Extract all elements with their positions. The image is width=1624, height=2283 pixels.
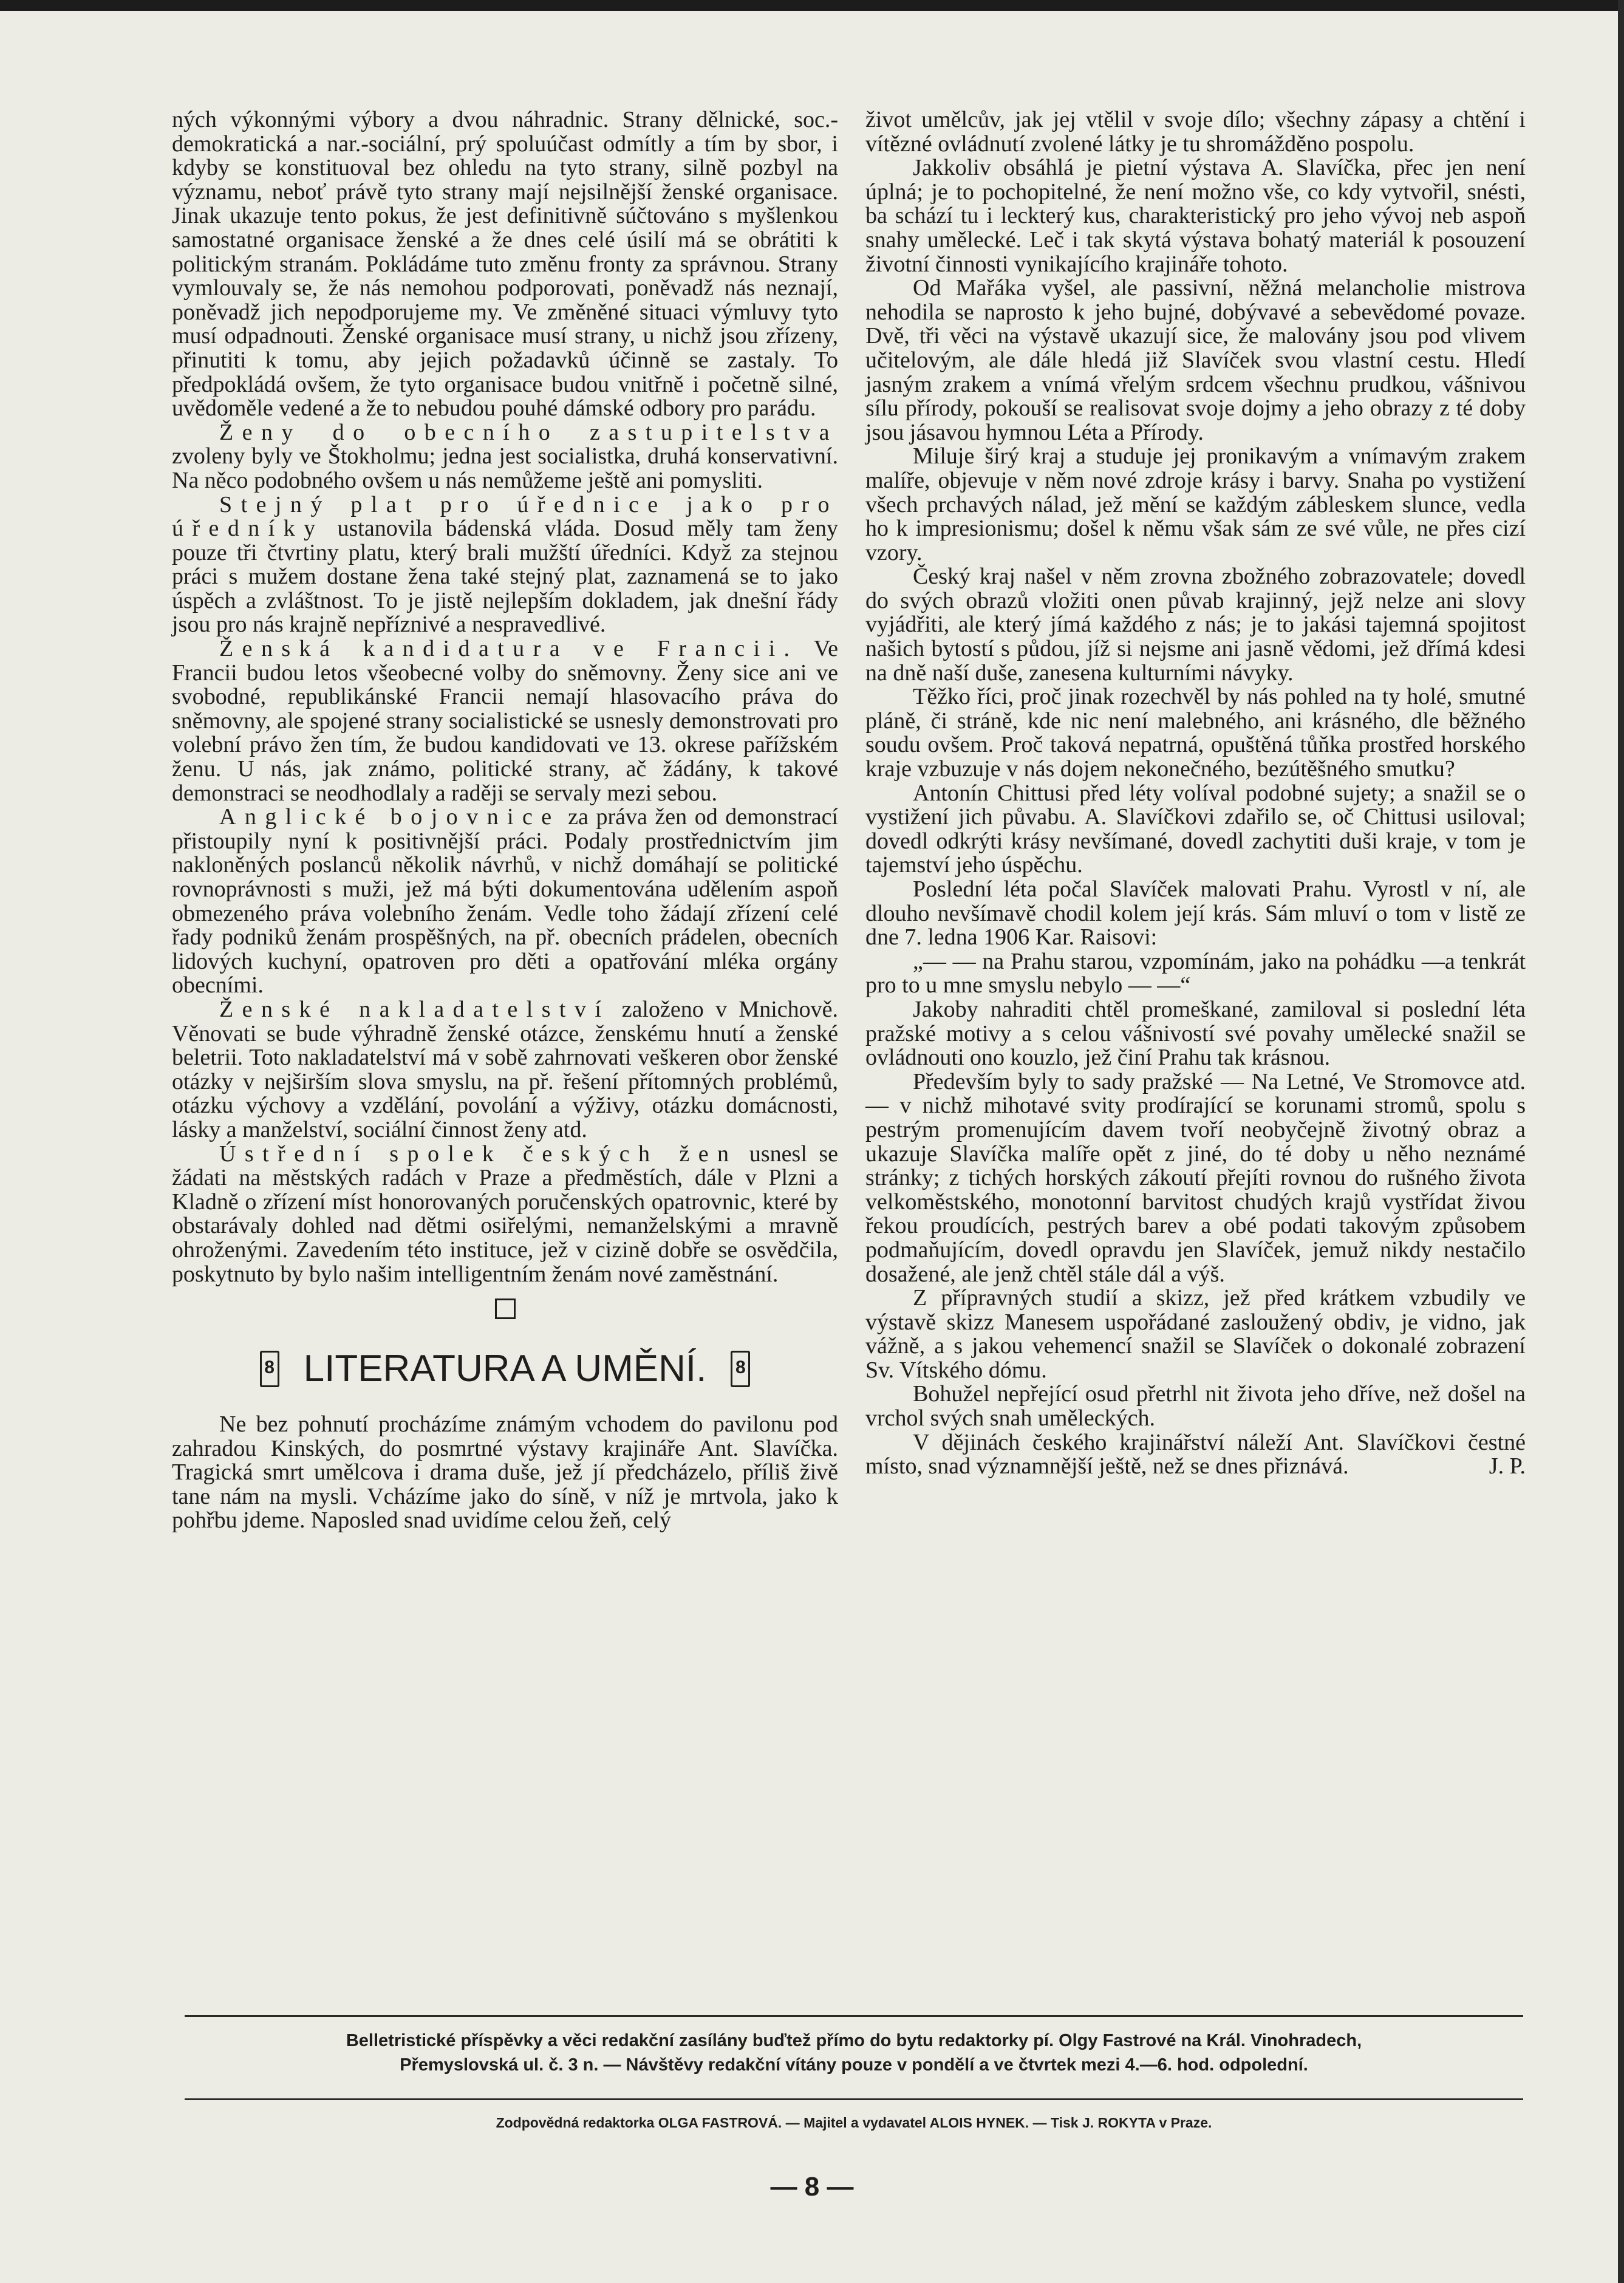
paragraph: Bohužel nepřející osud přetrhl nit života jeho dříve, než došel na vrchol svých snah uměleckých. xyxy=(865,1381,1526,1432)
paragraph-publishing: Ženské nakladatelství založeno v Mnichově. Věnovati se bude výhradně ženské otázce, ženskému hnutí a ženské beletrii. Toto nakladatelství má v sobě zahrnovati veškeren obor ženské otázky v nejširším slova smyslu, na př. řešení přítomných problémů, otázku výchovy a vzdělání, povolání a výživy, otázku domácnosti, lásky a manželství, sociální činnost ženy atd. xyxy=(172,996,838,1142)
paragraph-lead: Ženská kandidatura ve Francii. xyxy=(219,636,799,662)
paragraph-exhibition-intro: Ne bez pohnutí procházíme známým vchodem do pavilonu pod zahradou Kinských, do posmrtné výstavy krajináře Ant. Slavíčka. Tragická smrt umělcova i drama duše, jež jí předcházelo, příliš živě tane nám na mysli. Vcházíme jako do síně, v níž je mrtvola, jako k pohřbu jdeme. Naposled snad uvidíme celou žeň, celý xyxy=(172,1411,838,1534)
author-signature: J. P. xyxy=(1489,1453,1526,1479)
editorial-notice xyxy=(185,2029,1523,2077)
ornament-left-icon: 8 xyxy=(260,1351,279,1387)
paragraph-lead: Ústřední spolek českých žen xyxy=(219,1141,738,1167)
paragraph-lead: Ženy do obecního zastupitelstva xyxy=(219,419,838,445)
paragraph: Především byly to sady pražské — Na Letné, Ve Stromovce atd. — v nichž mihotavé svity prodírající se korunami stromů, spolu s pestrým promenujícím davem tvoří neobyčejně životný obraz a ukazuje Slavíčka malíře opět z jiné, do té doby u něho neznámé stránky; z tichých horských zákoutí přejíti rovnou do rušného života velkoměstského, monotonní barvitost chudých krajů vystřídat živou řekou proudících, pestrých barev a obé podati takovým způsobem podmaňujícím, dovedl opravdu jen Slavíček, jemuž nikdy nestačilo dosažené, ale jenž chtěl stále dál a výš. xyxy=(865,1068,1526,1287)
square-ornament-icon xyxy=(495,1298,516,1319)
paragraph-lead: Anglické bojovnice xyxy=(219,804,561,830)
left-column xyxy=(172,108,838,1533)
quotation: „— — na Prahu starou, vzpomínám, jako na pohádku —a tenkrát pro to u mne smyslu nebylo — —“ xyxy=(865,948,1526,998)
paragraph: Těžko říci, proč jinak rozechvěl by nás pohled na ty holé, smutné pláně, či stráně, kde nic není malebného, ani krásného, dle běžného soudu ovšem. Proč taková nepatrná, opuštěná tůňka prostřed horského kraje vzbuzuje v nás dojem nekonečného, bezútěšného smutku? xyxy=(865,684,1526,782)
imprint: Zodpovědná redaktorka OLGA FASTROVÁ. — Majitel a vydavatel ALOIS HYNEK. — Tisk J. ROKYTA v Praze. xyxy=(496,2115,1212,2131)
paragraph-intro: ných výkonnými výbory a dvou náhradnic. Strany dělnické, soc.-demokratická a nar.-sociální, prý spoluúčast odmítly a tím by sbor, i kdyby se konstituoval bez ohledu na tyto strany, silně pozbyl na významu, neboť právě tyto strany mají nejsilnější ženské organisace. Jinak ukazuje tento pokus, že jest definitivně súčtováno s myšlenkou samostatné organisace ženské a že dnes celé úsilí má se obrátiti k politickým stranám. Pokládáme tuto změnu fronty za správnou. Strany vymlouvaly se, že nás nemohou podporovati, poněvadž nás neznají, poněvadž jich nepodporujeme my. Ve změněné situaci výmluvy tyto musí odpadnouti. Ženské organisace musí strany, u nichž jsou zřízeny, přinutiti k tomu, aby jejich požadavků účinně se zastaly. To předpokládá ovšem, že tyto organisace budou vnitřně i početně silné, uvědoměle vedené a že to nebudou pouhé dámské odbory pro parádu. xyxy=(172,107,838,421)
paragraph-lead: Stejný plat pro úřednice jako pro úředníky xyxy=(172,491,838,542)
paragraph: Antonín Chittusi před léty volíval podobné sujety; a snažil se o vystižení jich půvabu. A. Slavíčkovi zdařilo se, oč Chittusi usiloval; dovedl odkrýti krásy nevšímané, dovedl zachytiti duši kraje, v tom je tajemství jeho úspěchu. xyxy=(865,780,1526,878)
paragraph-continued: život umělcův, jak jej vtělil v svoje dílo; všechny zápasy a chtění i vítězné ovládnutí zvolené látky je tu shromážděno pospolu. xyxy=(865,107,1526,157)
paragraph-closing: V dějinách českého krajinářství náleží Ant. Slavíčkovi čestné místo, snad významnější ještě, než se dnes přiznává. J. P. xyxy=(865,1429,1526,1479)
right-column xyxy=(865,108,1526,1479)
paragraph: Od Mařáka vyšel, ale passivní, něžná melancholie mistrova nehodila se naprosto k jeho bujné, dobývavé a sebevědomé povaze. Dvě, tři věci na výstavě ukazují sice, že malovány jsou pod vlivem učitelovým, ale dále hledá již Slavíček svou vlastní cestu. Hledí jasným zrakem a vnímá vřelým srdcem všechnu prudkou, vášnivou sílu přírody, pokouší se realisovat svoje dojmy a jeho obrazy z té doby jsou jásavou hymnou Léta a Přírody. xyxy=(865,275,1526,445)
paragraph: Z přípravných studií a skizz, jež před krátkem vzbudily ve výstavě skizz Manesem uspořádané zasloužený obdiv, je vidno, jak vážně, a s jakou vehemencí snažil se Slavíček o dokonalé zobrazení Sv. Vítského dómu. xyxy=(865,1285,1526,1383)
scan-edge-right xyxy=(1618,0,1624,2283)
paragraph-central-union: Ústřední spolek českých žen usnesl se žádati na městských radách v Praze a předměstích, dále v Plzni a Kladně o zřízení míst honorovaných poručenských opatrovnic, které by obstarávaly dohled nad dětmi osiřelými, nemanželskými a mravně ohroženými. Zavedením této instituce, jež v cizině dobře se osvědčila, poskytnuto by bylo našim intelligentním ženám nové zaměstnání. xyxy=(172,1141,838,1287)
paragraph-lead: Ženské nakladatelství xyxy=(219,996,610,1022)
paragraph-france: Ženská kandidatura ve Francii. Ve Francii budou letos všeobecné volby do sněmovny. Ženy sice ani ve svobodné, republikánské Francii nemají hlasovacího práva do sněmovny, ale spojené strany socialistické se usnesly demonstrovati pro volební právo žen tím, že budou kandidovati ve 13. okrese pařížském ženu. U nás, jak známo, politické strany, ač žádány, k takové demonstraci se neodhodlaly a raději se servaly mezi sebou. xyxy=(172,636,838,806)
paragraph: Český kraj našel v něm zrovna zbožného zobrazovatele; dovedl do svých obrazů vložiti onen půvab krajinný, jejž nelze ani slovy vyjádřiti, ale který jímá každého z nás; je to jakási tajemná spojitost našich bytostí s půdou, jíž si nejsme ani jasně vědomi, jež dřímá kdesi na dně naší duše, zanesena kulturními návyky. xyxy=(865,564,1526,686)
paragraph: Poslední léta počal Slavíček malovati Prahu. Vyrostl v ní, ale dlouho nevšímavě chodil kolem její krás. Sám mluví o tom v listě ze dne 7. ledna 1906 Kar. Raisovi: xyxy=(865,876,1526,950)
notice-line: Přemyslovská ul. č. 3 n. — Návštěvy redakční vítány pouze v pondělí a ve čtvrtek mezi 4.—6. hod. odpolední. xyxy=(400,2055,1308,2075)
page-number: — 8 — xyxy=(770,2172,854,2202)
section-end-mark xyxy=(172,1294,838,1330)
paragraph: Jakkoliv obsáhlá je pietní výstava A. Slavíčka, přec jen není úplná; je to pochopitelné, že není možno vše, co kdy vytvořil, snésti, ba schází tu i leckterý kus, charakteristický pro jeho vývoj neb aspoň snahy umělecké. Leč i tak skytá výstava bohatý materiál k posouzení životní činnosti vynikajícího krajináře tohoto. xyxy=(865,155,1526,277)
ornament-right-icon: 8 xyxy=(731,1351,750,1387)
section-heading xyxy=(172,1343,838,1394)
notice-line: Belletristické příspěvky a věci redakční zasílány buďtež přímo do bytu redaktorky pí. Olgy Fastrové na Král. Vinohradech, xyxy=(346,2031,1362,2050)
paragraph-england: Anglické bojovnice za práva žen od demonstrací přistoupily nyní k positivnější práci. Podaly prostřednictvím jim nakloněných poslanců několik návrhů, v nichž domáhají se politické rovnoprávnosti s muži, jež má býti dokumentována udělením aspoň obmezeného práva volebního ženám. Vedle toho žádají zřízení celé řady podniků ženám prospěšných, na př. obecních prádelen, obecních lidových kuchyní, opatroven pro děti a opatřování mléka orgány obecními. xyxy=(172,804,838,998)
paragraph: Jakoby nahraditi chtěl promeškané, zamiloval si poslední léta pražské motivy a s celou vášnivostí své povahy umělecké snažil se ovládnouti ono kouzlo, jež činí Prahu tak krásnou. xyxy=(865,996,1526,1071)
footer-rule-bottom xyxy=(185,2098,1523,2100)
section-title: LITERATURA A UMĚNÍ. xyxy=(303,1348,707,1390)
scan-edge-top xyxy=(0,0,1624,11)
paragraph: Miluje širý kraj a studuje jej pronikavým a vnímavým zrakem malíře, objevuje v něm nové zdroje krásy i barvy. Snaha po vystižení všech prchavých nálad, jež mění se každým zábleskem slunce, vedla ho k impresionismu; došel k němu však sám ze své vůle, ne přes cizí vzory. xyxy=(865,443,1526,565)
footer-rule-top xyxy=(185,2015,1523,2017)
paragraph-equal-pay: Stejný plat pro úřednice jako pro úředníky ustanovila bádenská vláda. Dosud měly tam ženy pouze tři čtvrtiny platu, který brali mužští úředníci. Když za stejnou práci s mužem dostane žena také stejný plat, zaznamená se to jako úspěch a zvláštnost. To je jistě nejlepším dokladem, jak dnešní řády jsou pro nás krajně nepříznivé a nespravedlivé. xyxy=(172,491,838,638)
paragraph-stockholm: Ženy do obecního zastupitelstva zvoleny byly ve Štokholmu; jedna jest socialistka, druhá konservativní. Na něco podobného ovšem u nás nemůžeme ještě ani pomysliti. xyxy=(172,419,838,493)
